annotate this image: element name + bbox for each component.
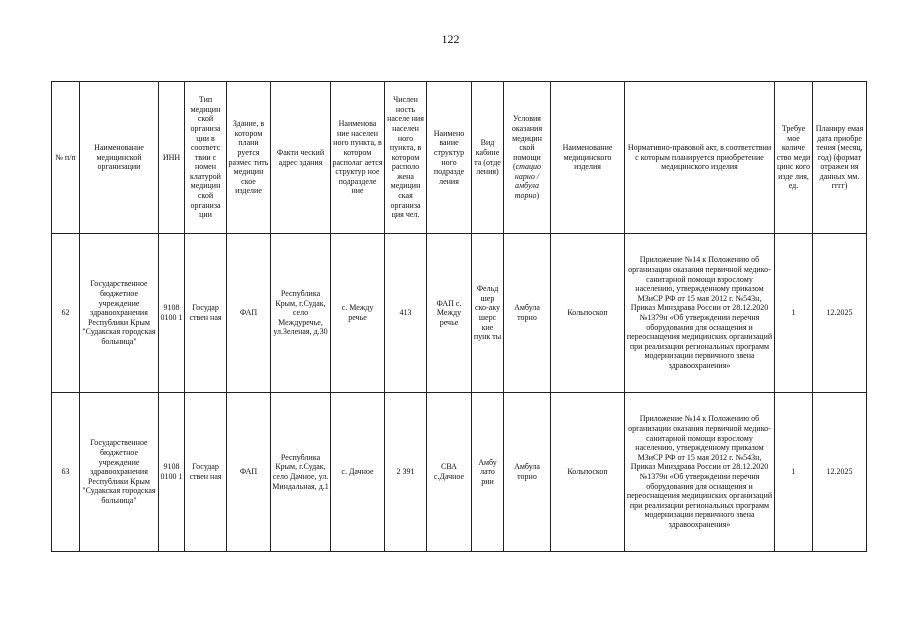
header-conditions-italic: стацио нарно / амбула торно <box>514 162 542 201</box>
header-cabinet: Вид кабине та (отде ления) <box>472 82 504 234</box>
header-building: Здание, в котором плани руется размес тить медицин ское изделие <box>227 82 271 234</box>
cell-org-type: Государ ствен ная <box>185 234 227 393</box>
header-inn: ИНН <box>159 82 185 234</box>
cell-conditions: Амбула торно <box>504 234 551 393</box>
header-conditions-pre: Условия оказания медицин ской помощи ( <box>511 114 543 172</box>
cell-address: Республика Крым, г.Судак, село Дачное, ул. Миндальная, д.1 <box>271 393 331 552</box>
table-header <box>52 82 867 234</box>
header-settlement: Наименова ние населен ного пункта, в котором располаг ается структур ное подразделе ние <box>331 82 385 234</box>
cell-number: 63 <box>52 393 80 552</box>
cell-building: ФАП <box>227 393 271 552</box>
cell-inn: 9108 0100 1 <box>159 234 185 393</box>
equipment-table <box>51 81 867 552</box>
header-device: Наименование медицинского изделия <box>551 82 625 234</box>
cell-organization: Государственное бюджетное учреждение здравоохранения Республики Крым "Судакская городская больница" <box>80 234 159 393</box>
cell-unit: СВА с.Дачное <box>427 393 472 552</box>
cell-legal-act: Приложение №14 к Положению об организации оказания первичной медико-санитарной помощи взрослому населению, утвержденному приказом МЗиСР РФ от 15 мая 2012 г. №543н, Приказ Минздрава России от 28.12.2020 №1379н «Об утверждении перечня оборудования для оснащения и переоснащения медицинских организаций при реализации региональных программ модернизации первичного звена здравоохранения» <box>625 234 775 393</box>
cell-date: 12.2025 <box>813 234 867 393</box>
header-population: Числен ность населе ния населен ного пункта, в котором располо жена медицин ская организа ция чел. <box>385 82 427 234</box>
cell-organization: Государственное бюджетное учреждение здравоохранения Республики Крым "Судакская городская больница" <box>80 393 159 552</box>
cell-cabinet: Амбу лато рии <box>472 393 504 552</box>
cell-conditions: Амбула торно <box>504 393 551 552</box>
cell-population: 413 <box>385 234 427 393</box>
cell-address: Республика Крым, г.Судак, село Междуречье, ул.Зеленая, д.30 <box>271 234 331 393</box>
header-number: № п/п <box>52 82 80 234</box>
cell-device: Кольпоскоп <box>551 393 625 552</box>
cell-unit: ФАП с. Между речье <box>427 234 472 393</box>
cell-population: 2 391 <box>385 393 427 552</box>
header-unit: Наимено вание структур ного подразде ления <box>427 82 472 234</box>
table-row <box>52 234 867 393</box>
header-organization: Наименование медицинской организации <box>80 82 159 234</box>
cell-device: Кольпоскоп <box>551 234 625 393</box>
header-row <box>52 82 867 234</box>
cell-building: ФАП <box>227 234 271 393</box>
cell-settlement: с. Между речье <box>331 234 385 393</box>
cell-inn: 9108 0100 1 <box>159 393 185 552</box>
page-number: 122 <box>441 32 460 46</box>
cell-cabinet: Фельд шер ско-аку шерс кие пунк ты <box>472 234 504 393</box>
header-address: Факти ческий адрес здания <box>271 82 331 234</box>
cell-date: 12.2025 <box>813 393 867 552</box>
header-conditions-post: ) <box>536 191 540 201</box>
header-org-type: Тип медицин ской организа ции в соответс твии с номен клатурой медицин ской организа ции <box>185 82 227 234</box>
header-conditions <box>504 82 551 234</box>
cell-org-type: Государ ствен ная <box>185 393 227 552</box>
cell-settlement: с. Дачное <box>331 393 385 552</box>
table-row <box>52 393 867 552</box>
cell-quantity: 1 <box>775 393 813 552</box>
cell-legal-act: Приложение №14 к Положению об организации оказания первичной медико-санитарной помощи взрослому населению, утвержденному приказом МЗиСР РФ от 15 мая 2012 г. №543н, Приказ Минздрава России от 28.12.2020 №1379н «Об утверждении перечня оборудования для оснащения и переоснащения медицинских организаций при реализации региональных программ модернизации первичного звена здравоохранения» <box>625 393 775 552</box>
cell-quantity: 1 <box>775 234 813 393</box>
cell-number: 62 <box>52 234 80 393</box>
table-body <box>52 234 867 552</box>
header-legal-act: Нормативно-правовой акт, в соответствии с которым планируется приобретение медицинского изделия <box>625 82 775 234</box>
header-date: Планиру емая дата приобре тения (месяц, год) (формат отражен ия данных мм. гггг) <box>813 82 867 234</box>
header-quantity: Требуе мое количе ство меди цинс кого изде лия, ед. <box>775 82 813 234</box>
